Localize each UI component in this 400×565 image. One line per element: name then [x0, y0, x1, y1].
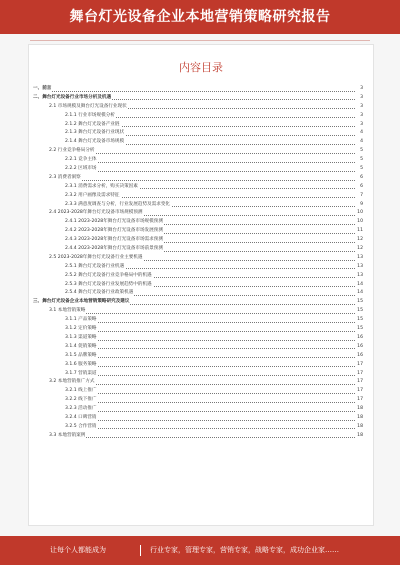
toc-entry-page: 17 — [355, 378, 363, 387]
toc-entry[interactable] — [33, 103, 363, 112]
report-header-bar — [0, 0, 400, 34]
toc-entry-title: 3.1.3 渠道策略 — [65, 334, 98, 343]
toc-leader-dots — [65, 428, 355, 429]
toc-entry-page: 14 — [355, 281, 363, 290]
toc-entry[interactable] — [33, 174, 363, 183]
toc-entry-title: 二、舞台灯光设备行业市场分析及机遇 — [33, 94, 112, 103]
toc-entry-title: 2.3.2 用户画像及需求特征 — [65, 192, 121, 201]
toc-entry[interactable] — [33, 289, 363, 298]
toc-entry-page: 17 — [355, 361, 363, 370]
toc-entry[interactable] — [33, 325, 363, 334]
toc-leader-dots — [65, 348, 355, 349]
toc-entry[interactable] — [33, 370, 363, 379]
toc-leader-dots — [65, 411, 355, 412]
toc-leader-dots — [49, 180, 355, 181]
toc-entry-page: 13 — [355, 254, 363, 263]
toc-entry-page: 5 — [355, 156, 363, 165]
toc-entry-title: 3.2.1 线上推广 — [65, 387, 98, 396]
toc-entry-title: 2.4.2 2023-2028年舞台灯光设备市场发展预测 — [65, 227, 164, 236]
toc-entry-page: 17 — [355, 396, 363, 405]
footer-divider — [140, 545, 141, 556]
toc-entry-page: 17 — [355, 387, 363, 396]
toc-entry[interactable] — [33, 405, 363, 414]
toc-entry-title: 3.1.7 营销渠道 — [65, 370, 98, 379]
toc-entry-title: 3.1.1 产品策略 — [65, 316, 98, 325]
toc-entry-title: 2.4.4 2023-2028年舞台灯光设备市场前景预测 — [65, 245, 164, 254]
toc-entry-page: 3 — [355, 121, 363, 130]
toc-entry-title: 2.5.4 舞台灯光设备行业政策机遇 — [65, 289, 134, 298]
toc-leader-dots — [49, 437, 355, 438]
toc-entry-page: 16 — [355, 352, 363, 361]
toc-entry[interactable] — [33, 156, 363, 165]
toc-entry[interactable] — [33, 254, 363, 263]
toc-entry[interactable] — [33, 307, 363, 316]
toc-entry[interactable] — [33, 334, 363, 343]
toc-entry-title: 2.3.3 满意度调查与分析，行业发展趋势及需求变化 — [65, 201, 171, 210]
toc-entry-title: 3.3 本地营销案例 — [49, 432, 86, 441]
footer-slogan-left: 让每个人都能成为 — [50, 546, 106, 554]
footer-slogan-right: 行业专家，管理专家，营销专家，战略专家，成功企业家…… — [150, 546, 339, 554]
toc-entry-page: 16 — [355, 334, 363, 343]
toc-leader-dots — [65, 357, 355, 358]
header-divider — [30, 40, 370, 41]
toc-entry[interactable] — [33, 263, 363, 272]
toc-entry[interactable] — [33, 94, 363, 103]
toc-entry-page: 9 — [355, 201, 363, 210]
toc-entry[interactable] — [33, 396, 363, 405]
report-title: 舞台灯光设备企业本地营销策略研究报告 — [69, 9, 331, 25]
toc-entry[interactable] — [33, 387, 363, 396]
toc-leader-dots — [65, 162, 355, 163]
toc-entry-page: 3 — [355, 103, 363, 112]
toc-entry-title: 3.2.3 活动推广 — [65, 405, 98, 414]
toc-entry-title: 2.5 2023-2028年舞台灯光设备行业主要机遇 — [49, 254, 144, 263]
toc-entry-page: 12 — [355, 245, 363, 254]
toc-entry-page: 15 — [355, 316, 363, 325]
toc-entry[interactable] — [33, 209, 363, 218]
toc-entry-page: 12 — [355, 236, 363, 245]
toc-entry[interactable] — [33, 272, 363, 281]
toc-title: 内容目录 — [179, 61, 223, 74]
toc-entry-page: 6 — [355, 174, 363, 183]
toc-entry[interactable] — [33, 201, 363, 210]
toc-entry-title: 2.1.1 行业市场规模分析 — [65, 112, 116, 121]
toc-entry-page: 13 — [355, 263, 363, 272]
toc-entry-page: 18 — [355, 405, 363, 414]
table-of-contents — [33, 85, 363, 441]
toc-entry-page: 14 — [355, 289, 363, 298]
toc-entry-page: 11 — [355, 227, 363, 236]
toc-entry-title: 2.3.1 消费需求分析，购买决策因素 — [65, 183, 139, 192]
toc-leader-dots — [65, 366, 355, 367]
toc-entry[interactable] — [33, 112, 363, 121]
toc-entry-page: 6 — [355, 183, 363, 192]
toc-leader-dots — [65, 402, 355, 403]
toc-entry-page: 10 — [355, 218, 363, 227]
document-page — [28, 44, 374, 526]
toc-entry[interactable] — [33, 138, 363, 147]
toc-entry-title: 2.4 2023-2028年舞台灯光设备市场规模预测 — [49, 209, 144, 218]
toc-entry-page: 15 — [355, 298, 363, 307]
toc-entry-title: 2.3 消费者洞察 — [49, 174, 82, 183]
toc-entry-page: 10 — [355, 209, 363, 218]
toc-entry-title: 2.1.4 舞台灯光设备市场规模 — [65, 138, 125, 147]
toc-entry[interactable] — [33, 316, 363, 325]
toc-entry[interactable] — [33, 245, 363, 254]
toc-entry-title: 2.5.1 舞台灯光设备行业机遇 — [65, 263, 125, 272]
toc-entry-title: 2.1 市场规模及舞台灯光设备行业现状 — [49, 103, 128, 112]
toc-entry-title: 2.5.3 舞台灯光设备行业发展趋势中的机遇 — [65, 281, 153, 290]
toc-entry-page: 15 — [355, 307, 363, 316]
toc-entry[interactable] — [33, 298, 363, 307]
toc-entry[interactable] — [33, 85, 363, 94]
toc-entry[interactable] — [33, 414, 363, 423]
toc-entry-title: 2.1.3 舞台灯光设备行业现状 — [65, 129, 125, 138]
toc-entry-page: 3 — [355, 112, 363, 121]
toc-entry-title: 3.2.5 合作营销 — [65, 423, 98, 432]
toc-entry-title: 2.5.2 舞台灯光设备行业竞争格局中的机遇 — [65, 272, 153, 281]
toc-entry[interactable] — [33, 165, 363, 174]
toc-leader-dots — [65, 420, 355, 421]
toc-entry-title: 3.1.2 定价策略 — [65, 325, 98, 334]
toc-entry[interactable] — [33, 236, 363, 245]
toc-entry-page: 17 — [355, 370, 363, 379]
toc-entry-title: 2.2 行业竞争格局分析 — [49, 147, 96, 156]
toc-entry-title: 3.2 本地营销推广方式 — [49, 378, 96, 387]
toc-leader-dots — [65, 322, 355, 323]
toc-entry[interactable] — [33, 227, 363, 236]
toc-leader-dots — [65, 375, 355, 376]
toc-entry[interactable] — [33, 192, 363, 201]
footer-bar — [0, 536, 400, 565]
toc-entry-page: 15 — [355, 325, 363, 334]
toc-entry[interactable] — [33, 361, 363, 370]
toc-entry-title: 2.4.1 2023-2028年舞台灯光设备市场规模预测 — [65, 218, 164, 227]
toc-leader-dots — [65, 331, 355, 332]
toc-leader-dots — [49, 313, 355, 314]
toc-entry[interactable] — [33, 218, 363, 227]
toc-entry-title: 三、舞台灯光设备企业本地营销策略研究及建议 — [33, 298, 130, 307]
toc-entry-page: 7 — [355, 192, 363, 201]
toc-entry[interactable] — [33, 183, 363, 192]
toc-entry[interactable] — [33, 432, 363, 441]
toc-entry-page: 18 — [355, 423, 363, 432]
toc-entry-title: 3.2.2 线下推广 — [65, 396, 98, 405]
toc-entry[interactable] — [33, 352, 363, 361]
toc-entry-title: 3.1.5 品牌策略 — [65, 352, 98, 361]
toc-entry-title: 3.1.6 服务策略 — [65, 361, 98, 370]
toc-leader-dots — [33, 91, 355, 92]
toc-entry-page: 18 — [355, 414, 363, 423]
toc-entry-page: 4 — [355, 129, 363, 138]
toc-entry[interactable] — [33, 423, 363, 432]
toc-entry-page: 18 — [355, 432, 363, 441]
toc-entry-title: 3.2.4 口碑营销 — [65, 414, 98, 423]
toc-leader-dots — [65, 393, 355, 394]
toc-entry-title: 2.4.3 2023-2028年舞台灯光设备市场需求预测 — [65, 236, 164, 245]
toc-entry-title: 2.2.2 区域市场 — [65, 165, 98, 174]
toc-entry[interactable] — [33, 281, 363, 290]
toc-leader-dots — [65, 340, 355, 341]
toc-entry-title: 2.2.1 竞争主体 — [65, 156, 98, 165]
toc-entry[interactable] — [33, 343, 363, 352]
toc-entry-page: 5 — [355, 147, 363, 156]
toc-entry-page: 4 — [355, 138, 363, 147]
toc-entry-page: 5 — [355, 165, 363, 174]
toc-entry-page: 3 — [355, 94, 363, 103]
toc-leader-dots — [65, 171, 355, 172]
toc-entry-title: 2.1.2 舞台灯光设备产业链 — [65, 121, 121, 130]
toc-entry[interactable] — [33, 378, 363, 387]
toc-entry[interactable] — [33, 129, 363, 138]
toc-entry-page: 13 — [355, 272, 363, 281]
toc-entry[interactable] — [33, 121, 363, 130]
toc-entry[interactable] — [33, 147, 363, 156]
toc-entry-page: 3 — [355, 85, 363, 94]
toc-entry-title: 3.1 本地营销策略 — [49, 307, 86, 316]
toc-entry-page: 16 — [355, 343, 363, 352]
toc-entry-title: 3.1.4 促销策略 — [65, 343, 98, 352]
toc-entry-title: 一、前言 — [33, 85, 52, 94]
